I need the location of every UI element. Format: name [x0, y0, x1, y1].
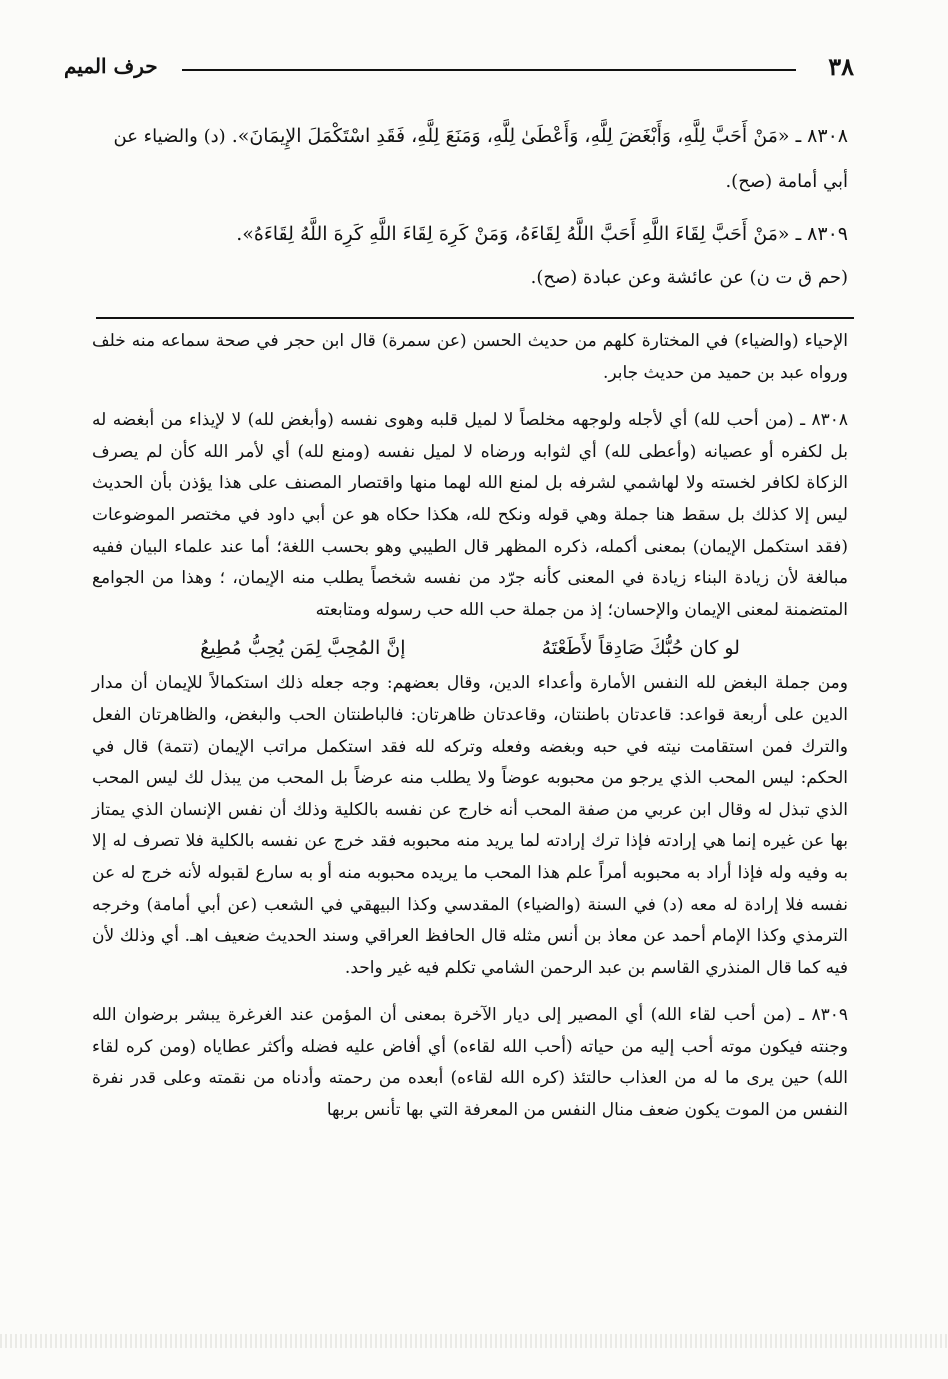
- header-rule: [182, 69, 796, 71]
- page-number: ٣٨: [828, 52, 854, 81]
- section-divider: [96, 317, 854, 319]
- hadith-8309: [88, 212, 848, 300]
- hadith-matn: «مَنْ أَحَبَّ لِقَاءَ اللَّهِ أَحَبَّ اللَّهُ لِقَاءَهُ، وَمَنْ كَرِهَ لِقَاءَ اللَّهِ كَرِهَ اللَّهُ لِقَاءَهُ».: [236, 223, 790, 245]
- poem-hemistich: لو كان حُبُّكَ صَادِقاً لأَطَعْتَهُ: [541, 637, 740, 660]
- hadith-text: [88, 212, 848, 256]
- hadith-source: (د) والضياء عن أبي أمامة (صح).: [113, 126, 848, 192]
- commentary-8309: ٨٣٠٩ ـ (من أحب لقاء الله) أي المصير إلى ديار الآخرة بمعنى أن المؤمن عند الغرغرة يبشر برضوان الله وجنته فيكون موته أحب إليه من حياته (أحب الله لقاءه) أي أفاض عليه فضله وأكثر عطاياه (ومن كره لقاء الله) حين يرى ما له من العذاب حالتئذ (كره الله لقاءه) أبعده من رحمته وأدناه من نقمته وعلى قدر نفرة النفس من الموت يكون ضعف منال النفس من المعرفة التي بها تأنس بربها: [92, 1005, 848, 1121]
- hadith-text: [88, 114, 848, 204]
- chapter-title: حرف الميم: [64, 54, 158, 78]
- poem-verse: [92, 630, 848, 666]
- commentary: [92, 326, 848, 1127]
- hadith-number: ٨٣٠٩ ـ: [795, 223, 848, 245]
- page-header: [64, 52, 854, 86]
- commentary-8308-continued: ومن جملة البغض لله النفس الأمارة وأعداء الدين، وقال بعضهم: وجه جعله ذلك استكمالاً للإيمان أن مدار الدين على أربعة قواعد: قاعدتان باطنتان، وقاعدتان ظاهرتان: فالباطنتان الحب والبغض، والظاهرتان الفعل والترك فمن استقامت نيته في حبه وبغضه وفعله وتركه لله فقد استكمل مراتب الإيمان (تتمة) قال في الحكم: ليس المحب الذي يرجو من محبوبه عوضاً ولا يطلب منه عرضاً بل المحب من يبذل لك ليس المحب الذي تبذل له وقال ابن عربي من صفة المحب أنه خارج عن نفسه بالكلية وذلك أن نفس الإنسان الذي يمتاز بها عن غيره إنما هي إرادته فإذا ترك إرادته لما يريد منه محبوبه فقد خرج عن نفسه بالكلية فلا تصرف له إلا به وفيه وله فإذا أراد به محبوبه أمراً علم هذا المحب ما يريده محبوبه منه أو به سارع لقبوله لأنه خرج له عن نفسه فلا إرادة له معه (د) في السنة (والضياء) المقدسي وكذا البيهقي في الشعب (عن أبي أمامة) وخرجه الترمذي وكذا الإمام أحمد عن معاذ بن أنس مثله قال الحافظ العراقي وسند الحديث ضعيف اهـ. أي وذلك لأن فيه كما قال المنذري القاسم بن عبد الرحمن الشامي تكلم فيه غير واحد.: [92, 673, 848, 978]
- hadith-matn: «مَنْ أَحَبَّ لِلَّهِ، وَأَبْغَضَ لِلَّهِ، وَأَعْطَىٰ لِلَّهِ، وَمَنَعَ لِلَّهِ، فَقَدِ اسْتَكْمَلَ الإِيمَانَ».: [231, 125, 790, 147]
- hadith-8308: [88, 114, 848, 204]
- hadith-number: ٨٣٠٨ ـ: [795, 125, 848, 147]
- hadith-source: (حم ق ت ن) عن عائشة وعن عبادة (صح).: [530, 267, 848, 288]
- commentary-8308: ٨٣٠٨ ـ (من أحب لله) أي لأجله ولوجهه مخلصاً لا لميل قلبه وهوى نفسه (وأبغض لله) لا لإيذاء من أبغضه له بل لكفره أو عصيانه (وأعطى لله) أي لثوابه ورضاه لا لميل نفسه (ومنع لله) أي لأمر الله كأن لم يصرف الزكاة لكافر لخسته ولا لهاشمي لشرفه بل لمنع الله لهما منها واقتصار المصنف على هذا يؤذن بأن الحديث ليس إلا كذلك بل سقط هنا جملة وهي قوله ونكح لله، هكذا حكاه هو عن أبي داود في مختصر الموضوعات (فقد استكمل الإيمان) بمعنى أكمله، ذكره المظهر قال الطيبي وهو بحسب اللغة؛ أما عند علماء البيان ففيه مبالغة لأن زيادة البناء زيادة في المعنى كأنه جرّد من نفسه شخصاً يطلب منه الإيمان، ؛ وهذا من الجوامع المتضمنة لمعنى الإيمان والإحسان؛ إذ من جملة حب الله حب رسوله ومتابعته: [92, 410, 848, 620]
- poem-hemistich: إنَّ المُحِبَّ لِمَن يُحِبُّ مُطِيعُ: [200, 637, 406, 660]
- commentary-intro: الإحياء (والضياء) في المختارة كلهم من حديث الحسن (عن سمرة) قال ابن حجر في صحة سماعه منه خلف ورواه عبد بن حميد من حديث جابر.: [92, 331, 848, 383]
- scan-edge: [0, 1334, 948, 1348]
